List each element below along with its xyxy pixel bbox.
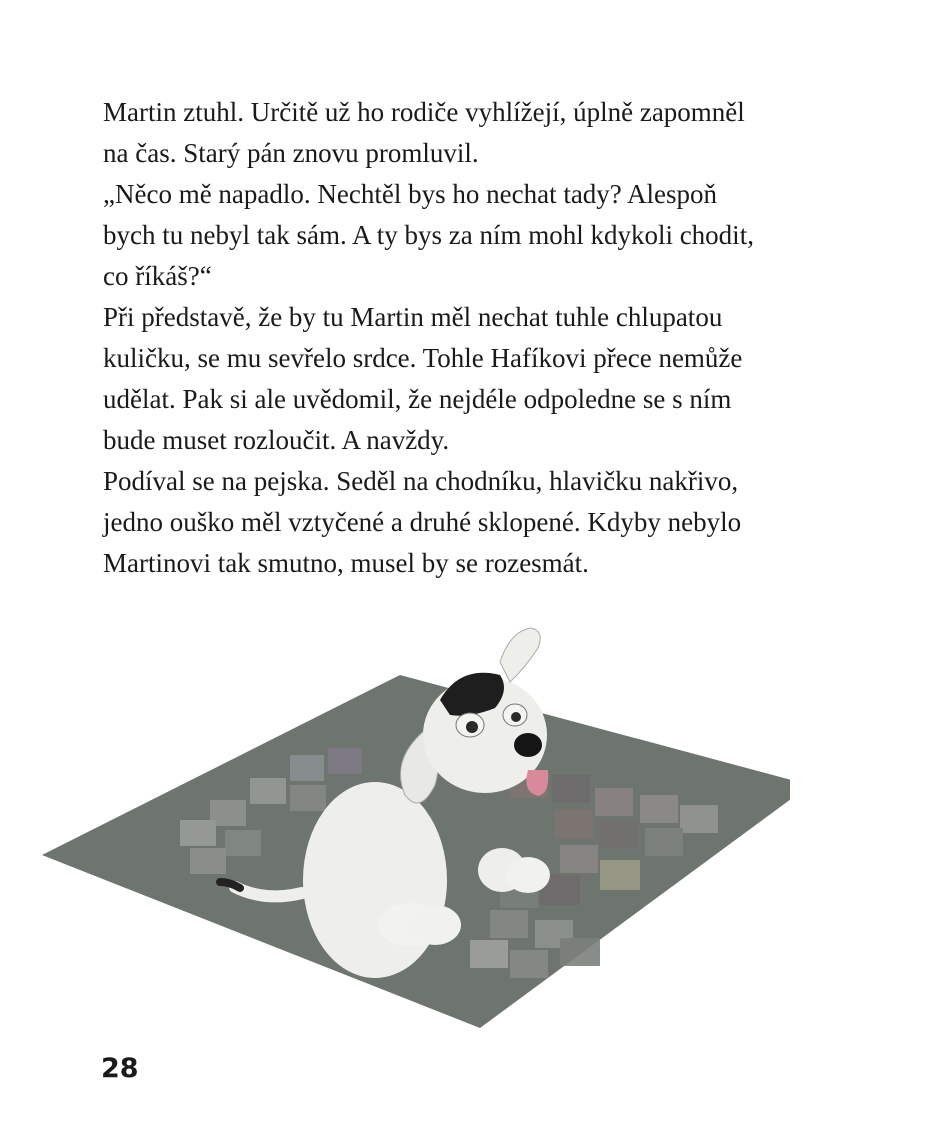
dog-body (303, 782, 447, 978)
dog-nose (514, 733, 542, 757)
dog-eye (511, 712, 521, 722)
text-line: na čas. Starý pán znovu promluvil. (103, 138, 479, 168)
text-line: Martinovi tak smutno, musel by se rozesmát. (103, 548, 589, 578)
dog-paw (506, 857, 550, 893)
text-line: jedno ouško měl vztyčené a druhé sklopené. Kdyby nebylo (103, 507, 742, 537)
story-text (103, 92, 823, 584)
dog-paw (409, 905, 461, 945)
text-line: kuličku, se mu sevřelo srdce. Tohle Hafíkovi přece nemůže (103, 343, 743, 373)
text-line: Martin ztuhl. Určitě už ho rodiče vyhlížejí, úplně zapomněl (103, 97, 745, 127)
text-line: bude muset rozloučit. A navždy. (103, 425, 450, 455)
puppy-illustration (40, 620, 790, 1030)
text-line: udělat. Pak si ale uvědomil, že nejdéle odpoledne se s ním (103, 384, 732, 414)
dog-right-ear (500, 628, 540, 682)
text-line: Při představě, že by tu Martin měl nechat tuhle chlupatou (103, 302, 723, 332)
text-line: Podíval se na pejska. Seděl na chodníku, hlavičku nakřivo, (103, 466, 739, 496)
page-number: 28 (101, 1053, 139, 1084)
text-line: co říkáš?“ (103, 261, 212, 291)
text-line: bych tu nebyl tak sám. A ty bys za ním mohl kdykoli chodit, (103, 220, 754, 250)
text-line: „Něco mě napadlo. Nechtěl bys ho nechat tady? Alespoň (103, 179, 718, 209)
dog-eye (466, 721, 478, 733)
